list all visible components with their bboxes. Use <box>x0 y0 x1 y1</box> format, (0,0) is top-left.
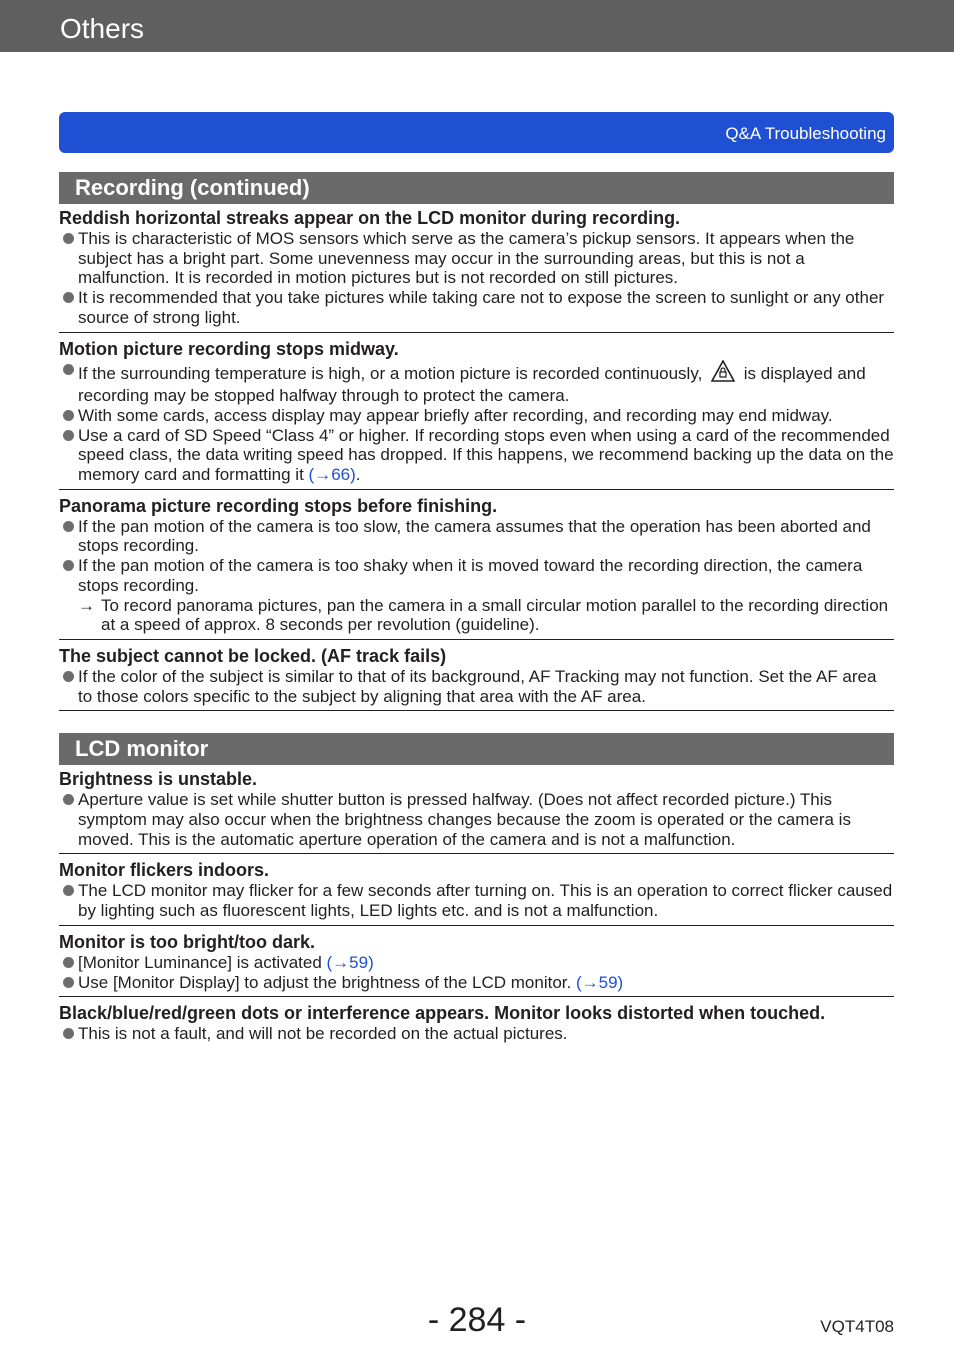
top-header-bar <box>0 0 954 52</box>
page-link-59[interactable]: (→59) <box>575 972 624 992</box>
qa-item <box>59 490 894 640</box>
question-title: Black/blue/red/green dots or interference appears. Monitor looks distorted when touched. <box>59 1003 826 1024</box>
answer-bullet: This is characteristic of MOS sensors which serve as the camera’s pickup sensors. It appears when the subject has a bright part. Some unevenness may occur in the surrounding areas, but this is not a malfunction. It is recorded in motion pictures but is not recorded on still pictures. <box>59 229 894 288</box>
question-title: Panorama picture recording stops before finishing. <box>59 495 498 516</box>
bullet-text: If the surrounding temperature is high, or a motion picture is recorded continuously, <box>78 363 703 383</box>
page-link-66[interactable]: (→66) <box>308 465 356 485</box>
bullet-text: is displayed and recording may be stopped halfway through to protect the camera. <box>78 363 866 406</box>
answer-bullet: The LCD monitor may flicker for a few seconds after turning on. This is an operation to correct flicker caused by lighting such as fluorescent lights, LED lights etc. and is not a malfunction. <box>59 881 894 920</box>
question-title: Monitor is too bright/too dark. <box>59 931 315 952</box>
bullet-text: [Monitor Luminance] is activated <box>78 952 327 972</box>
qa-item <box>59 765 894 854</box>
answer-bullet: This is not a fault, and will not be recorded on the actual pictures. <box>59 1024 894 1044</box>
temperature-warning-icon <box>711 360 735 387</box>
qa-troubleshooting-label: Q&A Troubleshooting <box>725 124 886 143</box>
chapter-title: Others <box>60 13 145 44</box>
section-heading-recording: Recording (continued) <box>59 172 894 204</box>
qa-item <box>59 204 894 333</box>
answer-bullet <box>59 360 894 406</box>
answer-bullet: If the pan motion of the camera is too shaky when it is moved toward the recording direction, the camera stops recording. <box>59 556 894 595</box>
answer-sub-note <box>59 596 894 635</box>
bullet-text: Use a card of SD Speed “Class 4” or higher. If recording stops even when using a card of the recommended speed class, the data writing speed has dropped. If this happens, we recommend backing up the data on the memory card and formatting it <box>78 425 894 485</box>
question-title: The subject cannot be locked. (AF track fails) <box>59 645 447 666</box>
qa-item <box>59 333 894 490</box>
question-title: Brightness is unstable. <box>59 769 258 790</box>
arrow-right-icon: → <box>78 595 95 615</box>
answer-bullet <box>59 953 894 973</box>
model-code: VQT4T08 <box>820 1317 894 1336</box>
main-content <box>59 172 894 1048</box>
question-title: Reddish horizontal streaks appear on the LCD monitor during recording. <box>59 208 681 228</box>
sub-note-text: To record panorama pictures, pan the camera in a small circular motion parallel to the recording direction at a speed of approx. 8 seconds per revolution (guideline). <box>101 595 889 635</box>
bullet-text: . <box>355 465 361 485</box>
answer-bullet: It is recommended that you take pictures while taking care not to expose the screen to sunlight or any other source of strong light. <box>59 288 894 327</box>
question-title: Motion picture recording stops midway. <box>59 338 399 359</box>
answer-bullet <box>59 426 894 485</box>
answer-bullet: If the pan motion of the camera is too slow, the camera assumes that the operation has been aborted and stops recording. <box>59 517 894 556</box>
qa-troubleshooting-bar <box>59 112 894 153</box>
page-number: - 284 - <box>427 1301 527 1339</box>
qa-item <box>59 854 894 925</box>
qa-item <box>59 997 894 1048</box>
answer-bullet: With some cards, access display may appear briefly after recording, and recording may end midway. <box>59 406 894 426</box>
question-title: Monitor flickers indoors. <box>59 860 270 881</box>
section-heading-lcd-monitor: LCD monitor <box>59 733 894 765</box>
answer-bullet: Aperture value is set while shutter button is pressed halfway. (Does not affect recorded picture.) This symptom may also occur when the brightness changes because the zoom is operated or the camera is moved. This is the automatic aperture operation of the camera and is not a malfunction. <box>59 790 894 849</box>
answer-bullet <box>59 973 894 993</box>
page-link-59[interactable]: (→59) <box>326 952 374 972</box>
bullet-text: Use [Monitor Display] to adjust the brightness of the LCD monitor. <box>78 972 576 992</box>
qa-item <box>59 926 894 997</box>
qa-item <box>59 640 894 711</box>
answer-bullet: If the color of the subject is similar to that of its background, AF Tracking may not function. Set the AF area to those colors specific to the subject by aligning that area with the AF area. <box>59 667 894 706</box>
